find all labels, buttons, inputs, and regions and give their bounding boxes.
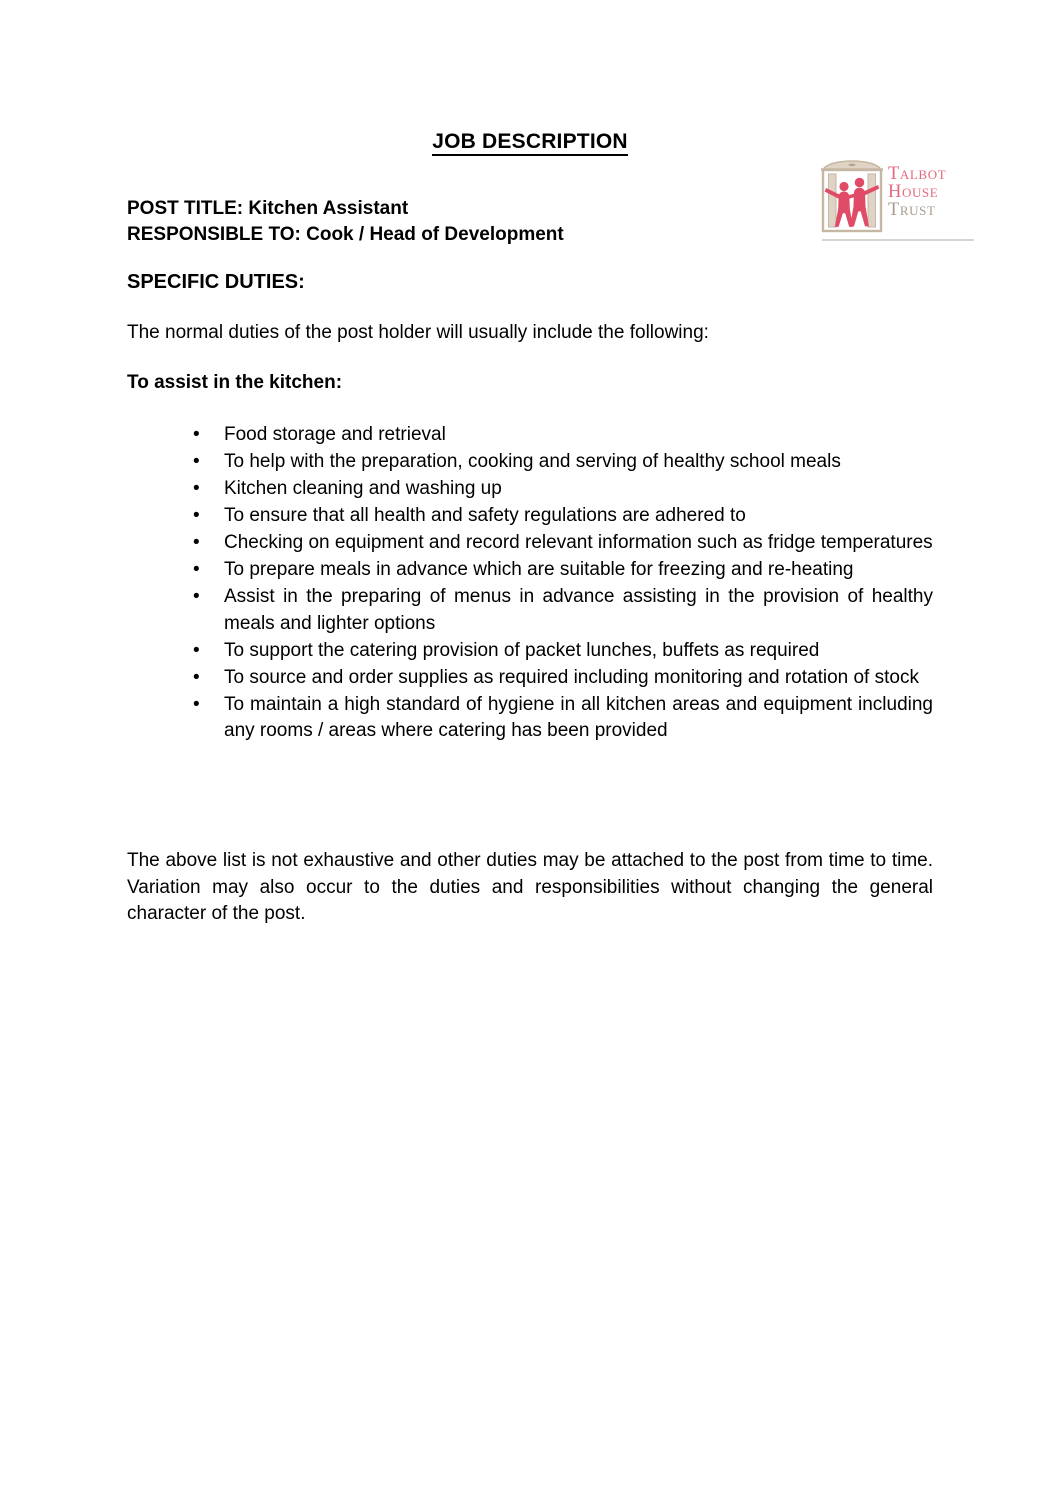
list-item bbox=[127, 422, 933, 449]
responsible-to-line: RESPONSIBLE TO: Cook / Head of Development bbox=[127, 224, 564, 245]
logo-wordmark bbox=[888, 166, 946, 220]
logo-underline-rule bbox=[822, 239, 974, 241]
doorway-with-figures-icon bbox=[818, 155, 886, 233]
duties-list bbox=[127, 422, 933, 745]
post-title-line: POST TITLE: Kitchen Assistant bbox=[127, 198, 409, 219]
list-item bbox=[127, 530, 933, 557]
assist-in-kitchen-heading: To assist in the kitchen: bbox=[127, 372, 343, 393]
duty-text: • To help with the preparation, cooking and serving of healthy school meals bbox=[224, 451, 841, 472]
duty-text: • To source and order supplies as required including monitoring and rotation of stock bbox=[224, 666, 919, 688]
list-item bbox=[127, 692, 933, 745]
duty-text: • Assist in the preparing of menus in advance assisting in the provision of healthy meals and lighter options bbox=[224, 586, 933, 634]
duty-text: • Food storage and retrieval bbox=[224, 424, 446, 445]
duty-text: • To maintain a high standard of hygiene in all kitchen areas and equipment including any rooms / areas where catering has been provided bbox=[224, 693, 933, 741]
duty-text: • To support the catering provision of packet lunches, buffets as required bbox=[224, 639, 820, 661]
list-item bbox=[127, 476, 933, 503]
duty-text: • To ensure that all health and safety regulations are adhered to bbox=[224, 505, 746, 526]
logo-word-talbot: Talbot bbox=[888, 164, 947, 184]
duty-text: • Kitchen cleaning and washing up bbox=[224, 478, 502, 499]
closing-note-paragraph: The above list is not exhaustive and other duties may be attached to the post from time to time. Variation may also occur to the duties and responsibilities without changing the general character of the post. bbox=[127, 850, 933, 924]
intro-paragraph: The normal duties of the post holder will usually include the following: bbox=[127, 322, 709, 343]
duty-text: • Checking on equipment and record relevant information such as fridge temperatures bbox=[224, 532, 933, 553]
list-item bbox=[127, 665, 933, 692]
list-item bbox=[127, 449, 933, 476]
list-item bbox=[127, 503, 933, 530]
page-title-text: JOB DESCRIPTION bbox=[432, 130, 628, 156]
specific-duties-heading: SPECIFIC DUTIES: bbox=[127, 271, 305, 293]
list-item bbox=[127, 638, 933, 665]
logo-word-house: House bbox=[888, 181, 939, 202]
list-item bbox=[127, 584, 933, 637]
logo-word-trust: Trust bbox=[888, 199, 936, 220]
duty-text: • To prepare meals in advance which are suitable for freezing and re-heating bbox=[224, 559, 854, 580]
talbot-house-trust-logo bbox=[818, 155, 986, 247]
page-title bbox=[127, 130, 933, 154]
list-item bbox=[127, 557, 933, 584]
